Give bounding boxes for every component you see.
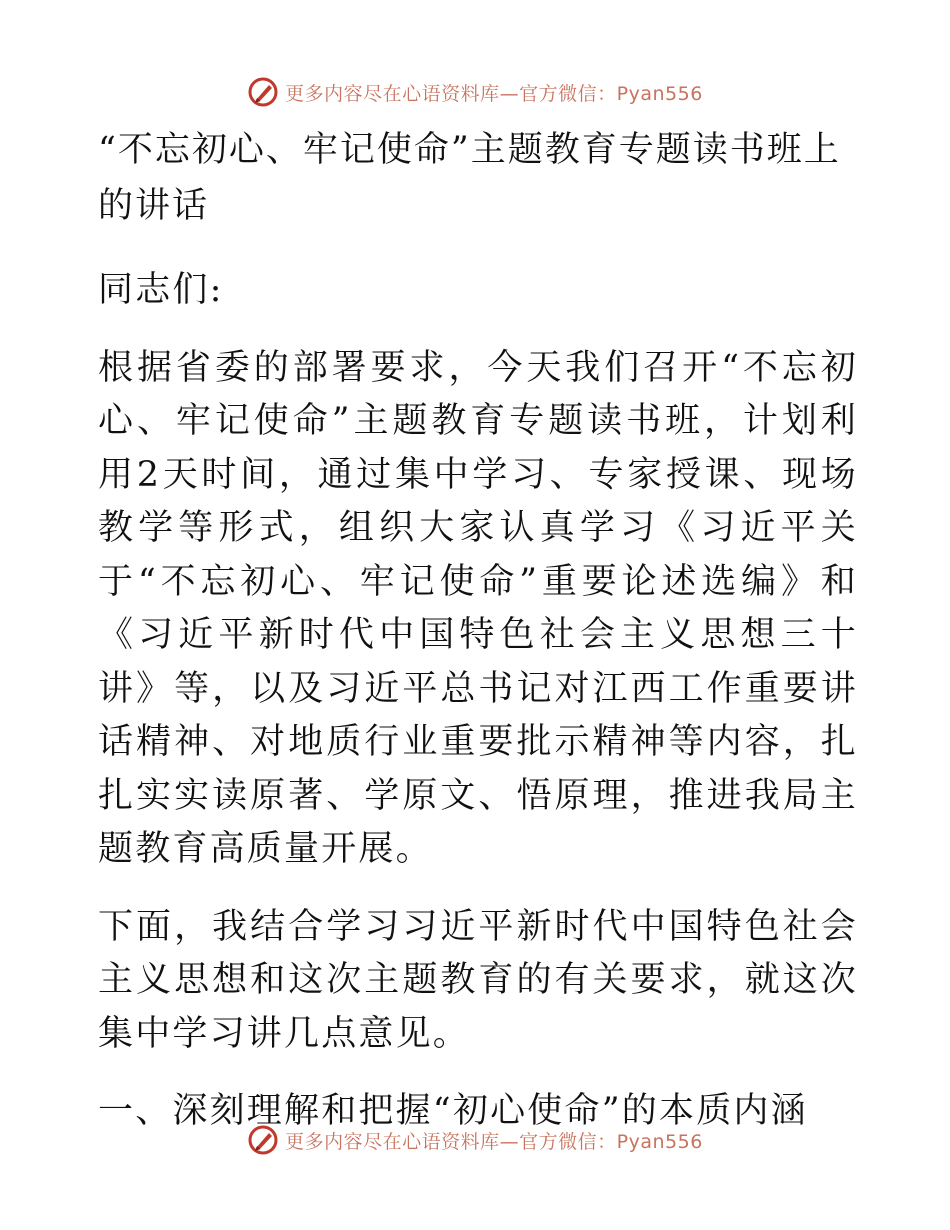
watermark-text: 更多内容尽在心语资料库—官方微信：Pyan556 xyxy=(285,82,703,105)
body-paragraph-1: 根据省委的部署要求，今天我们召开“不忘初心、牢记使命”主题教育专题读书班，计划利用2天时间，通过集中学习、专家授课、现场教学等形式，组织大家认真学习《习近平关于“不忘初心、牢记使命”重要论述选编》和《习近平新时代中国特色社会主义思想三十讲》等，以及习近平总书记对江西工作重要讲话精神、对地质行业重要批示精神等内容，扎扎实实读原著、学原文、悟原理，推进我局主题教育高质量开展。 xyxy=(98,347,858,869)
quill-pen-logo-icon xyxy=(247,1124,279,1156)
body-paragraph-2: 下面，我结合学习习近平新时代中国特色社会主义思想和这次主题教育的有关要求，就这次集中学习讲几点意见。 xyxy=(98,906,858,1054)
watermark-text: 更多内容尽在心语资料库—官方微信：Pyan556 xyxy=(285,1130,703,1153)
section-heading: 一、深刻理解和把握“初心使命”的本质内涵 xyxy=(98,1091,808,1131)
footer-watermark xyxy=(0,1120,950,1160)
document-body xyxy=(98,122,858,1139)
salutation: 同志们: xyxy=(98,270,224,310)
quill-pen-logo-icon xyxy=(247,76,279,108)
document-title: “不忘初心、牢记使命”主题教育专题读书班上的讲话 xyxy=(98,130,841,226)
header-watermark xyxy=(0,72,950,112)
